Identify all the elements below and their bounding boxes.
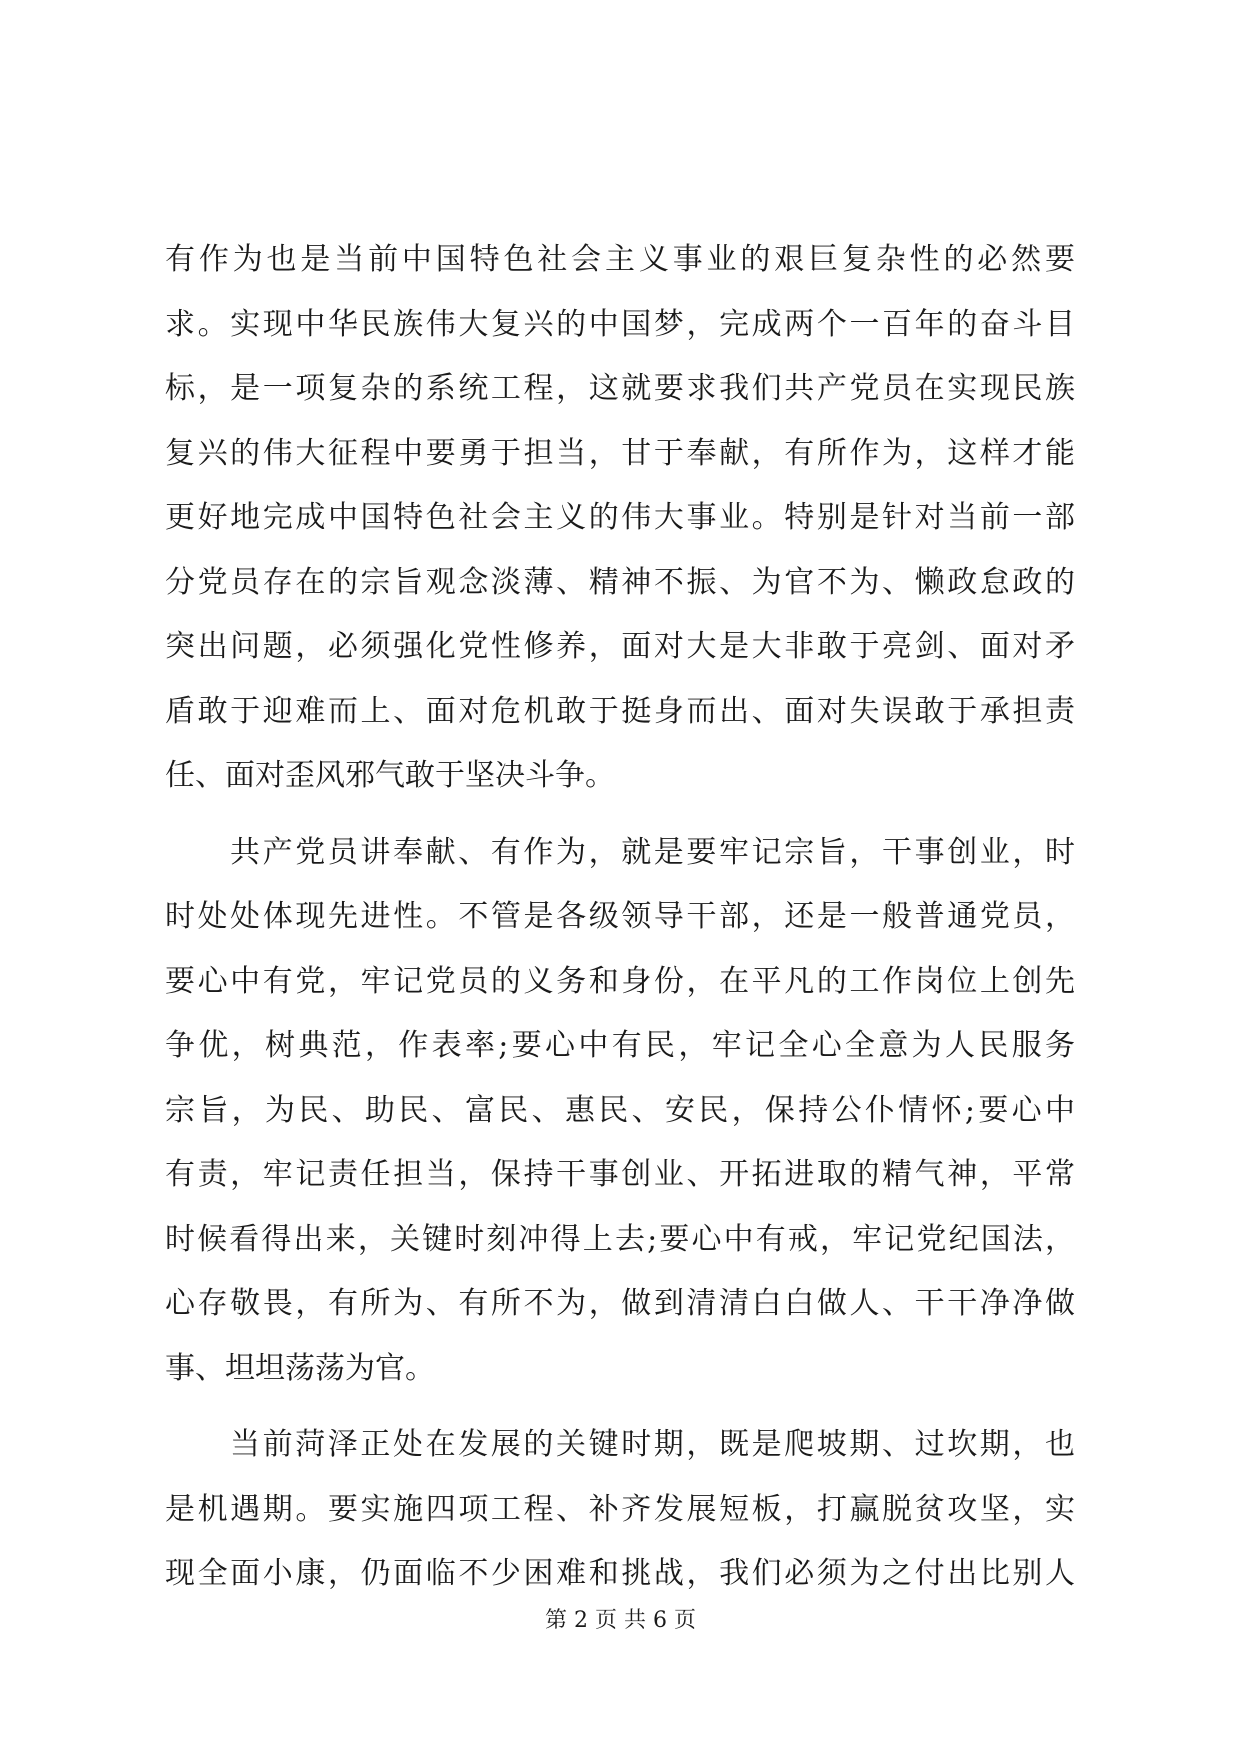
- text-line: 事、坦坦荡荡为官。: [165, 1350, 435, 1386]
- text-line: 时候看得出来，关键时刻冲得上去;要心中有戒，牢记党纪国法，: [165, 1221, 1075, 1257]
- text-line: 有作为也是当前中国特色社会主义事业的艰巨复杂性的必然要: [165, 242, 1075, 277]
- text-line: 时处处体现先进性。不管是各级领导干部，还是一般普通党员，: [165, 899, 1075, 934]
- paragraph-2: [165, 821, 1075, 1402]
- page-number-label: 第 2 页 共 6 页: [545, 1608, 696, 1633]
- paragraph-3: [165, 1413, 1075, 1607]
- text-line: 宗旨，为民、助民、富民、惠民、安民，保持公仆情怀;要心中: [165, 1092, 1075, 1128]
- text-line: 要心中有党，牢记党员的义务和身份，在平凡的工作岗位上创先: [165, 963, 1075, 999]
- body-text: [165, 228, 1075, 1607]
- text-line: 有责，牢记责任担当，保持干事创业、开拓进取的精气神，平常: [165, 1157, 1075, 1192]
- text-line: 更好地完成中国特色社会主义的伟大事业。特别是针对当前一部: [165, 500, 1075, 535]
- text-line: 任、面对歪风邪气敢于坚决斗争。: [165, 758, 615, 793]
- text-line: 现全面小康，仍面临不少困难和挑战，我们必须为之付出比别人: [165, 1556, 1075, 1591]
- text-line: 复兴的伟大征程中要勇于担当，甘于奉献，有所作为，这样才能: [165, 435, 1075, 471]
- text-line: 当前菏泽正处在发展的关键时期，既是爬坡期、过坎期，也: [230, 1427, 1075, 1462]
- text-line: 求。实现中华民族伟大复兴的中国梦，完成两个一百年的奋斗目: [165, 306, 1075, 342]
- text-line: 争优，树典范，作表率;要心中有民，牢记全心全意为人民服务: [165, 1028, 1075, 1063]
- paragraph-gap: [165, 1401, 1075, 1413]
- text-line: 是机遇期。要实施四项工程、补齐发展短板，打赢脱贫攻坚，实: [165, 1491, 1075, 1527]
- text-line: 共产党员讲奉献、有作为，就是要牢记宗旨，干事创业，时: [230, 834, 1075, 870]
- paragraph-1: [165, 228, 1075, 809]
- text-line: 心存敬畏，有所为、有所不为，做到清清白白做人、干干净净做: [165, 1286, 1075, 1321]
- text-line: 突出问题，必须强化党性修养，面对大是大非敢于亮剑、面对矛: [165, 629, 1075, 664]
- text-line: 盾敢于迎难而上、面对危机敢于挺身而出、面对失误敢于承担责: [165, 693, 1075, 729]
- paragraph-gap: [165, 809, 1075, 821]
- text-line: 标，是一项复杂的系统工程，这就要求我们共产党员在实现民族: [165, 371, 1075, 406]
- page-footer: [0, 1603, 1241, 1634]
- text-line: 分党员存在的宗旨观念淡薄、精神不振、为官不为、懒政怠政的: [165, 564, 1075, 600]
